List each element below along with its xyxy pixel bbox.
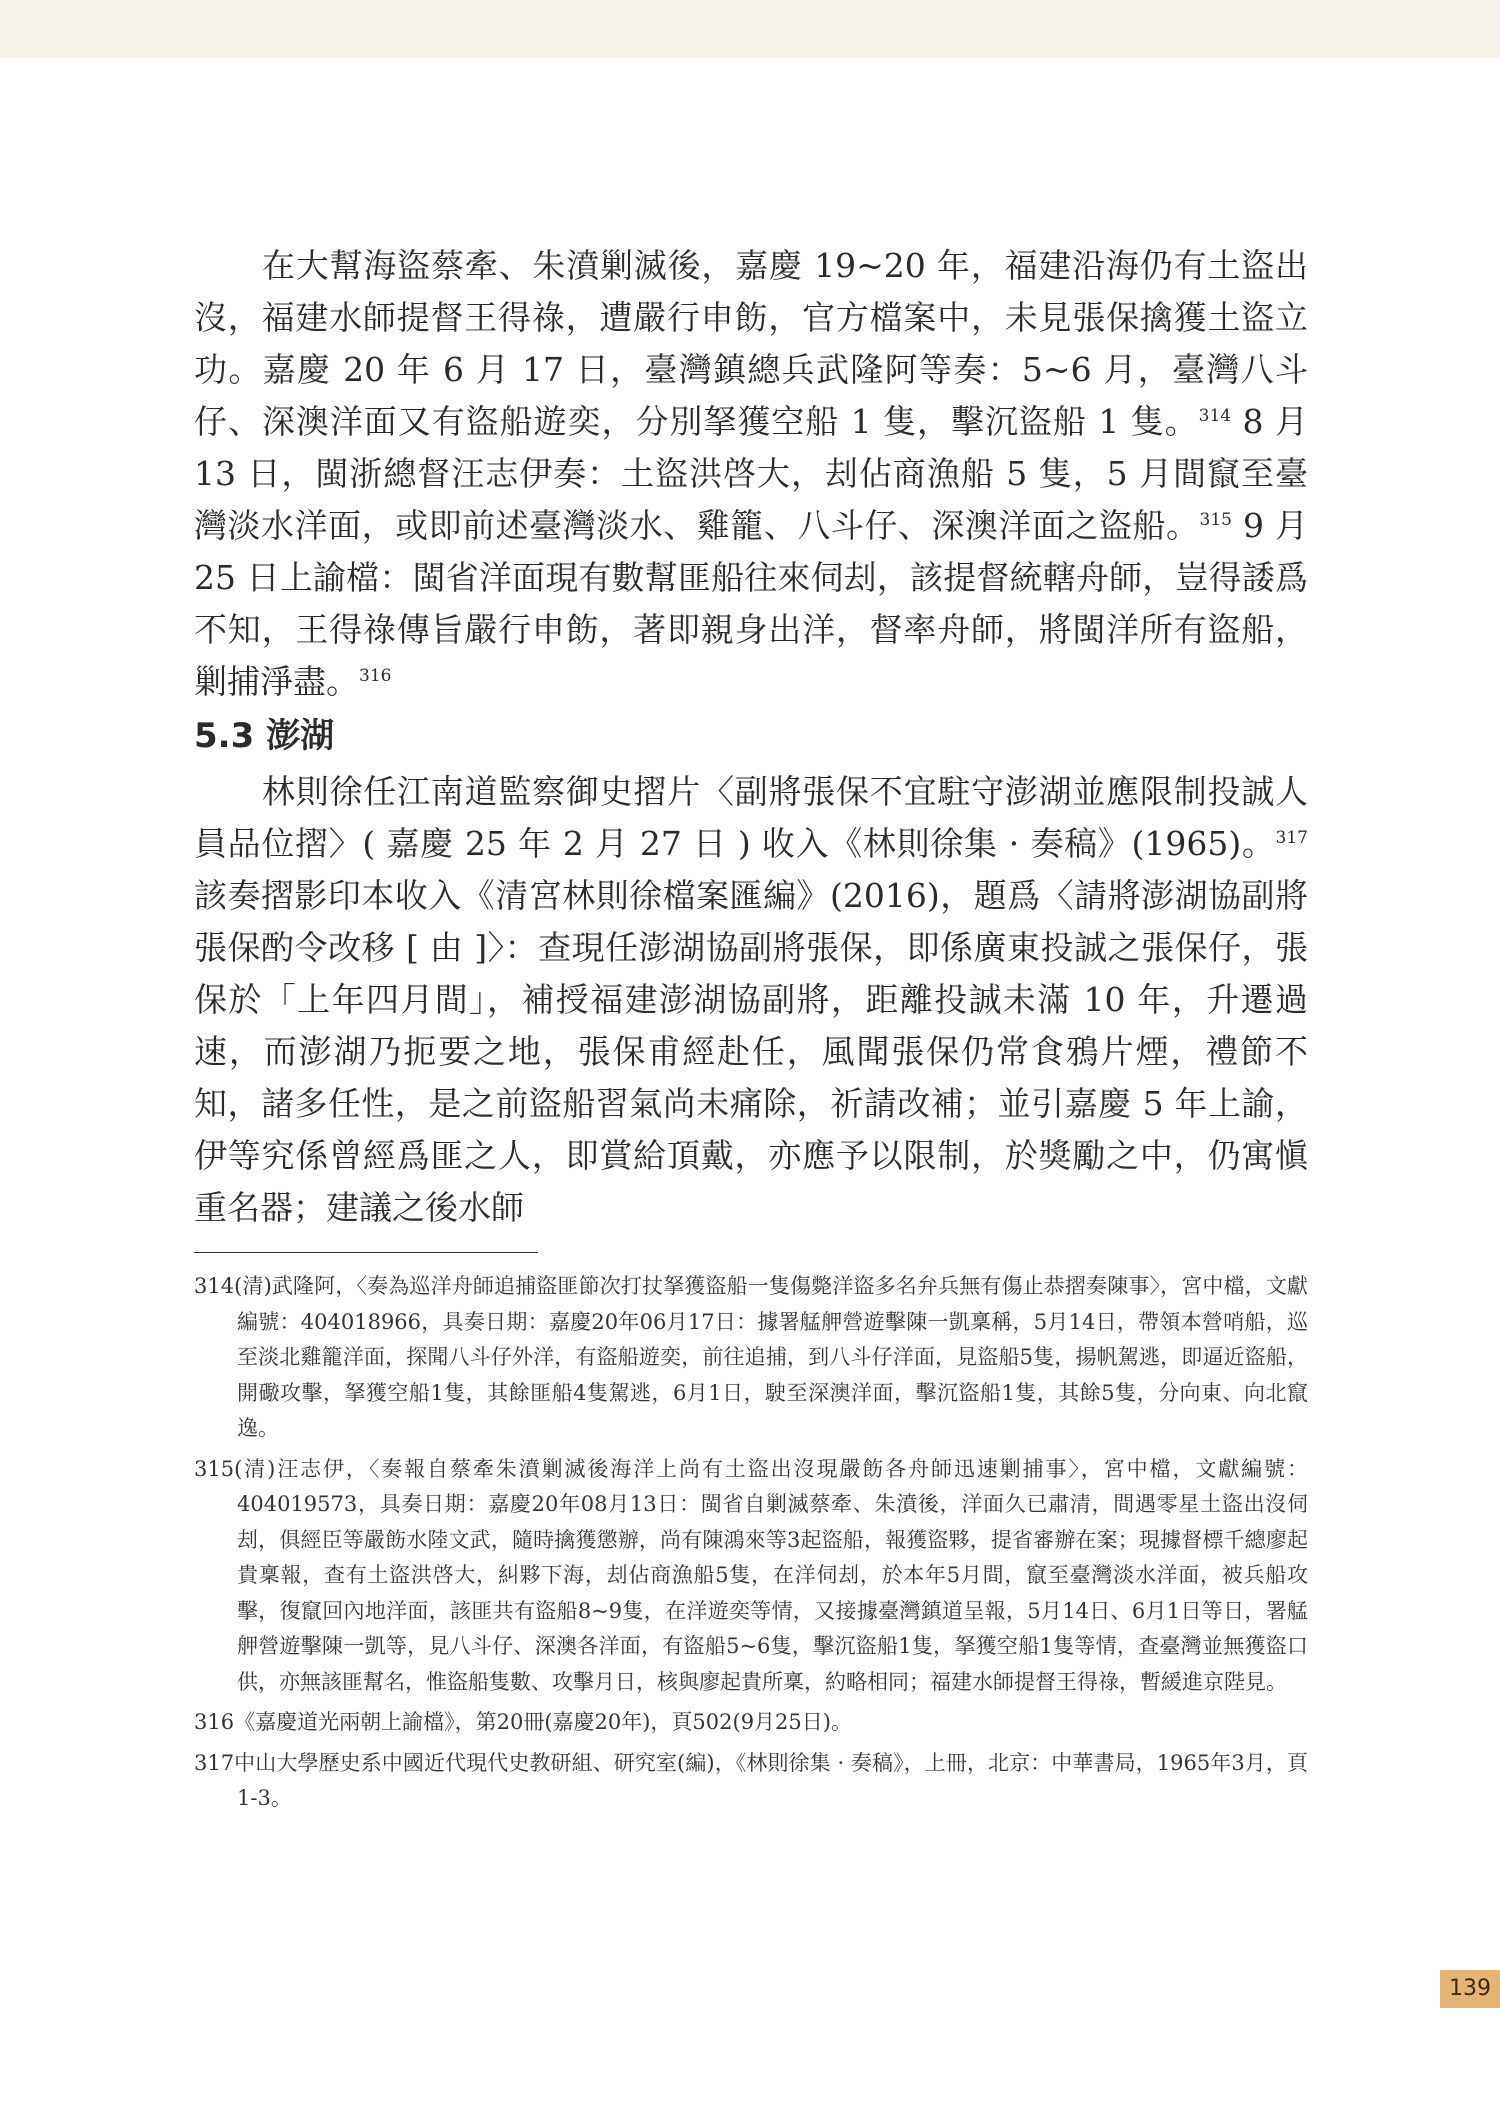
- footnote-divider: [194, 1252, 538, 1253]
- page-content: [194, 240, 1308, 1822]
- footnote-text: 《嘉慶道光兩朝上諭檔》，第20冊(嘉慶20年)，頁502(9月25日)。: [234, 1710, 852, 1734]
- page-number: 139: [1440, 1970, 1500, 2008]
- footnote-number: 315: [194, 1456, 235, 1481]
- footnote-ref-315[interactable]: 315: [1199, 510, 1232, 530]
- footnote-316: [194, 1705, 1308, 1741]
- paragraph-text: 9 月 25 日上諭檔：閩省洋面現有數幫匪船往來伺刦，該提督統轄舟師，豈得諉爲不知，王得祿傳旨嚴行申飭，著即親身出洋，督率舟師，將閩洋所有盜船，剿捕淨盡。: [194, 506, 1308, 701]
- page-top-band: [0, 0, 1500, 58]
- footnote-text: (清)汪志伊，〈奏報自蔡牽朱濆剿滅後海洋上尚有土盜出沒現嚴飭各舟師迅速剿捕事〉，宮中檔，文獻編號：404019573，具奏日期：嘉慶20年08月13日：閩省自剿滅蔡牽、朱濆後，洋面久已肅清，間遇零星土盜出沒伺刦，俱經臣等嚴飭水陸文武，隨時擒獲懲辦，尚有陳鴻來等3起盜船，報獲盜夥，提省審辦在案；現據督標千總廖起貴稟報，查有土盜洪啓大，糾夥下海，刦佔商漁船5隻，在洋伺刦，於本年5月間，竄至臺灣淡水洋面，被兵船攻擊，復竄回內地洋面，該匪共有盜船8~9隻，在洋遊奕等情，又接據臺灣鎮道呈報，5月14日、6月1日等日，署艋舺營遊擊陳一凱等，見八斗仔、深澳各洋面，有盜船5~6隻，擊沉盜船1隻，拏獲空船1隻等情，查臺灣並無獲盜口供，亦無該匪幫名，惟盜船隻數、攻擊月日，核與廖起貴所稟，約略相同；福建水師提督王得祿，暫緩進京陛見。: [234, 1456, 1308, 1694]
- paragraph-text: 8 月 13 日，閩浙總督汪志伊奏：土盜洪啓大，刦佔商漁船 5 隻，5 月間竄至臺灣淡水洋面，或即前述臺灣淡水、雞籠、八斗仔、深澳洋面之盜船。: [194, 402, 1309, 545]
- footnote-317: [194, 1746, 1308, 1817]
- section-heading: 5.3 澎湖: [194, 716, 335, 756]
- footnote-text: 中山大學歷史系中國近代現代史教研組、研究室(編)，《林則徐集 · 奏稿》，上冊，北京：中華書局，1965年3月，頁1-3。: [234, 1750, 1308, 1810]
- footnote-ref-316[interactable]: 316: [359, 666, 392, 686]
- footnote-315: [194, 1452, 1308, 1701]
- footnote-number: 317: [194, 1750, 235, 1775]
- footnote-text: (清)武隆阿，〈奏為巡洋舟師追捕盜匪節次打扙拏獲盜船一隻傷斃洋盜多名弁兵無有傷止恭摺奏陳事〉，宮中檔，文獻編號：404018966，具奏日期：嘉慶20年06月17日：據署艋舺營遊擊陳一凱稟稱，5月14日，帶領本營哨船，巡至淡北雞籠洋面，探聞八斗仔外洋，有盜船遊奕，前往追捕，到八斗仔洋面，見盜船5隻，揚帆駕逃，即逼近盜船，開礮攻擊，拏獲空船1隻，其餘匪船4隻駕逃，6月1日，駛至深澳洋面，擊沉盜船1隻，其餘5隻，分向東、向北竄逸。: [234, 1274, 1308, 1440]
- paragraph-text: 林則徐任江南道監察御史摺片〈副將張保不宜駐守澎湖並應限制投誠人員品位摺〉( 嘉慶 25 年 2 月 27 日 ) 收入《林則徐集 · 奏稿》(1965)。: [194, 772, 1308, 863]
- body-paragraph-1: [194, 240, 1308, 708]
- paragraph-text: 在大幫海盜蔡牽、朱濆剿滅後，嘉慶 19~20 年，福建沿海仍有土盜出沒，福建水師提督王得祿，遭嚴行申飭，官方檔案中，未見張保擒獲土盜立功。嘉慶 20 年 6 月 17 日，臺灣鎮總兵武隆阿等奏：5~6 月，臺灣八斗仔、深澳洋面又有盜船遊奕，分別拏獲空船 1 隻，擊沉盜船 1 隻。: [194, 246, 1308, 441]
- footnote-number: 314: [194, 1274, 235, 1298]
- footnote-ref-314[interactable]: 314: [1198, 406, 1232, 426]
- footnote-314: [194, 1269, 1308, 1447]
- body-paragraph-2: [194, 766, 1308, 1234]
- footnotes: [194, 1269, 1308, 1817]
- paragraph-text: 該奏摺影印本收入《清宮林則徐檔案匯編》(2016)，題爲〈請將澎湖協副將張保酌令改移 [ 由 ]〉：查現任澎湖協副將張保，即係廣東投誠之張保仔，張保於「上年四月間」，補授福建澎湖協副將，距離投誠未滿 10 年，升遷過速，而澎湖乃扼要之地，張保甫經赴任，風聞張保仍常食鴉片煙，禮節不知，諸多任性，是之前盜船習氣尚未痛除，祈請改補；並引嘉慶 5 年上諭，伊等究係曾經爲匪之人，即賞給頂戴，亦應予以限制，於獎勵之中，仍寓愼重名器；建議之後水師: [194, 876, 1308, 1227]
- footnote-number: 316: [194, 1710, 235, 1734]
- footnote-ref-317[interactable]: 317: [1275, 828, 1308, 848]
